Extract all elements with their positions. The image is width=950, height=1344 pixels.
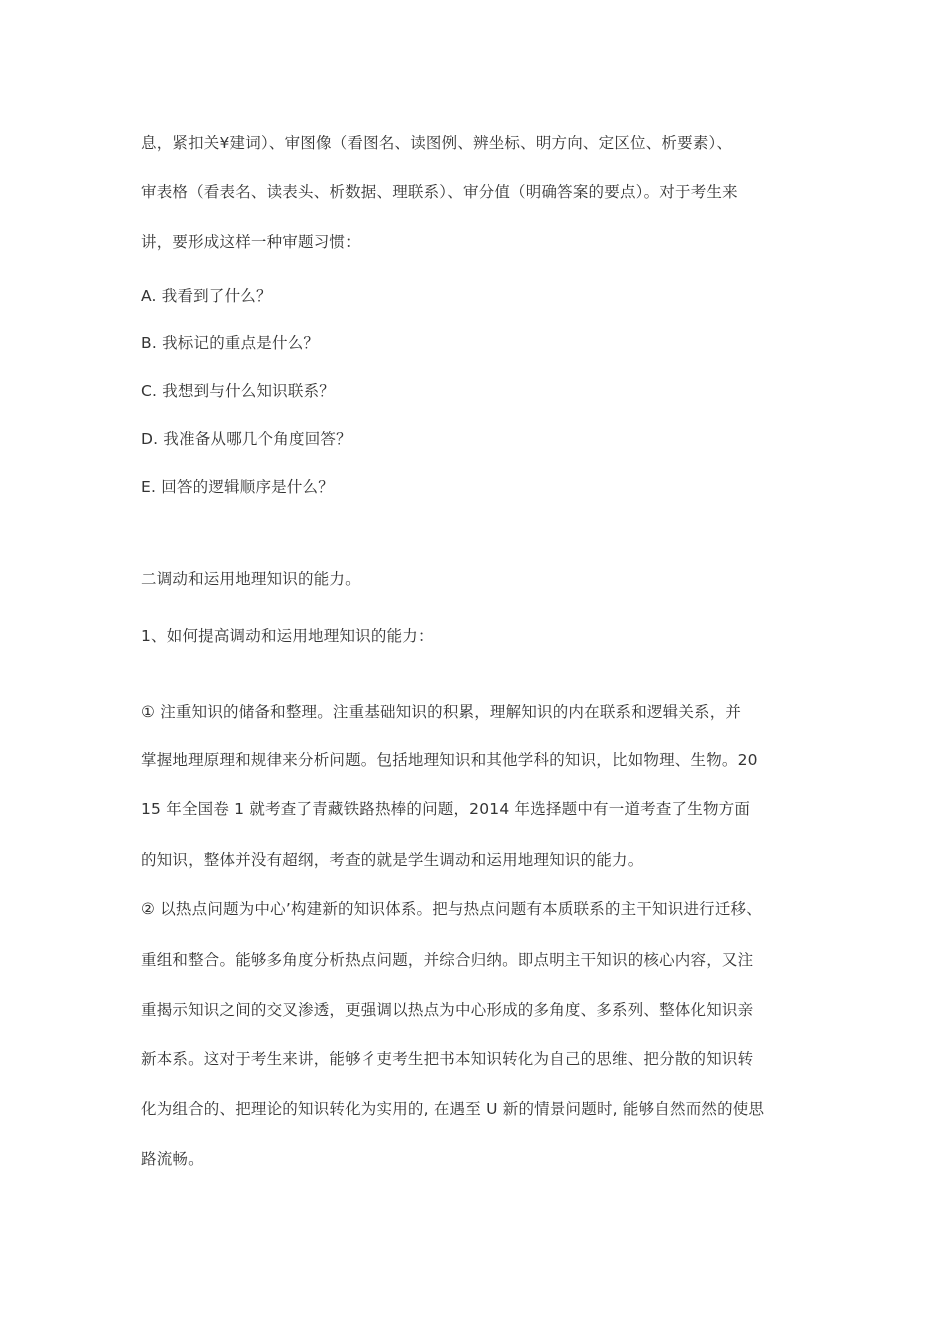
point2-line-6: 路流畅。 [141, 1150, 204, 1168]
point2-line-2: 重组和整合。能够多角度分析热点问题，并综合归纳。即点明主干知识的核心内容，又注 [141, 951, 754, 969]
section-subheading: 1、如何提高调动和运用地理知识的能力： [141, 627, 434, 645]
point2-line-5: 化为组合的、把理论的知识转化为实用的, 在遇至 U 新的情景问题时, 能够自然而然的使思 [141, 1100, 765, 1118]
point1-line-4: 的知识，整体并没有超纲，考查的就是学生调动和运用地理知识的能力。 [141, 851, 644, 869]
option-d: D. 我准备从哪几个角度回答？ [141, 430, 352, 448]
point2-line-1: ② 以热点问题为中心’构建新的知识体系。把与热点问题有本质联系的主干知识进行迁移、 [141, 900, 762, 918]
option-a: A. 我看到了什么？ [141, 287, 272, 305]
point1-line-3: 15 年全国卷 1 就考查了青藏铁路热棒的问题，2014 年选择题中有一道考查了生物方面 [141, 800, 751, 818]
intro-line-3: 讲，要形成这样一种审题习惯： [141, 233, 361, 251]
option-c: C. 我想到与什么知识联系？ [141, 382, 335, 400]
intro-line-2: 审表格（看表名、读表头、析数据、理联系）、审分值（明确答案的要点）。对于考生来 [141, 183, 738, 201]
point1-line-2: 掌握地理原理和规律来分析问题。包括地理知识和其他学科的知识，比如物理、生物。20 [141, 751, 758, 769]
point1-line-1: ① 注重知识的储备和整理。注重基础知识的积累，理解知识的内在联系和逻辑关系，并 [141, 703, 742, 721]
option-b: B. 我标记的重点是什么？ [141, 334, 320, 352]
intro-line-1: 息，紧扣关¥建词）、审图像（看图名、读图例、辨坐标、明方向、定区位、析要素）、 [141, 134, 733, 152]
point2-line-3: 重揭示知识之间的交叉渗透，更强调以热点为中心形成的多角度、多系列、整体化知识亲 [141, 1001, 754, 1019]
section-heading: 二调动和运用地理知识的能力。 [141, 570, 361, 588]
option-e: E. 回答的逻辑顺序是什么？ [141, 478, 334, 496]
point2-line-4: 新本系。这对于考生来讲，能够彳吏考生把书本知识转化为自己的思维、把分散的知识转 [141, 1050, 754, 1068]
